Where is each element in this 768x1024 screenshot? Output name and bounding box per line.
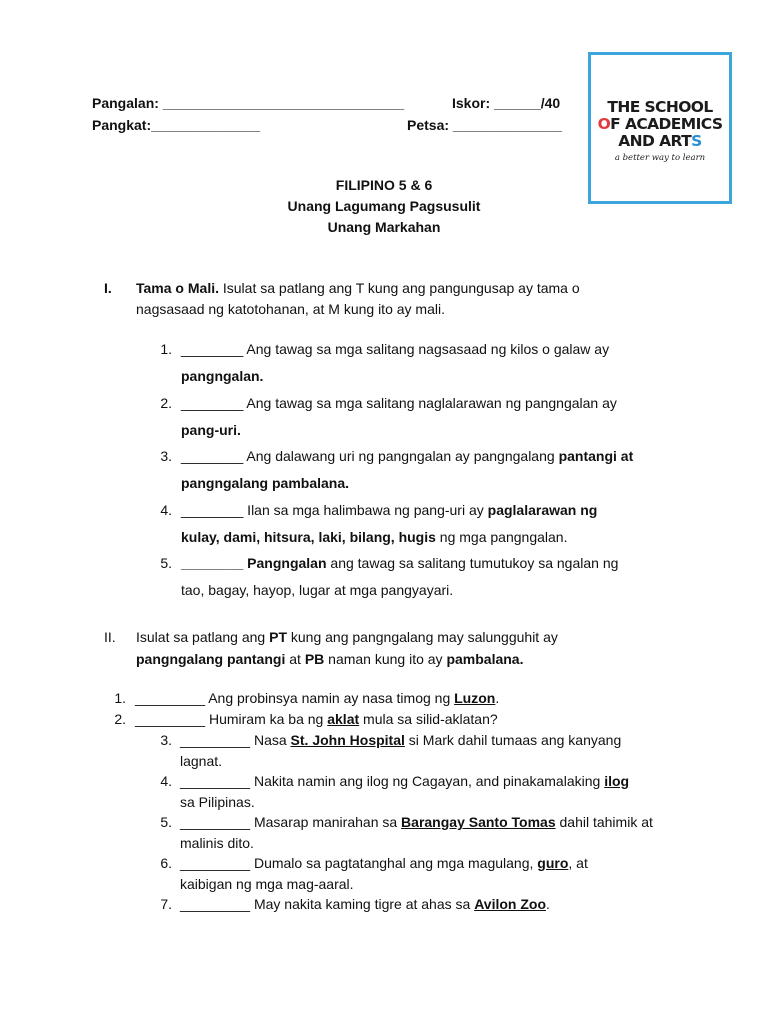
- subject-title: FILIPINO 5 & 6: [335, 177, 433, 193]
- p2-item-3-text: _________ Nasa: [180, 732, 291, 748]
- p2-instr-at: at: [285, 651, 305, 667]
- p1-item-1-line-1[interactable]: ________ Ang tawag sa mga salitang nagsasaad ng kilos o galaw ay: [181, 341, 610, 357]
- p1-item-3-bold: pantangi at: [558, 448, 634, 464]
- part2-numeral: II.: [104, 629, 116, 645]
- p2-item-7-end: .: [546, 896, 550, 912]
- p2-item-6-text: _________ Dumalo sa pagtatanghal ang mga magulang,: [180, 855, 538, 871]
- exam-title: Unang Lagumang Pagsusulit: [287, 198, 481, 214]
- p2-item-number: 6.: [160, 855, 172, 871]
- p2-instr-pt: PT: [269, 629, 287, 645]
- p2-item-5[interactable]: [180, 814, 653, 830]
- p2-item-4-underlined: ilog: [604, 773, 630, 789]
- p1-item-number: 3.: [160, 448, 172, 464]
- p2-instr-pb: PB: [304, 651, 325, 667]
- p2-item-7-underlined: Avilon Zoo: [474, 896, 546, 912]
- p2-item-number: 7.: [160, 896, 172, 912]
- p1-item-1-line-2: pangngalan.: [181, 368, 264, 384]
- logo-tagline: a better way to learn: [614, 153, 706, 163]
- quarter-title: Unang Markahan: [327, 219, 441, 235]
- p1-item-4-text-2: ng mga pangngalan.: [435, 529, 568, 545]
- p2-instr-pambalana: pambalana.: [446, 651, 524, 667]
- p2-item-6-end: , at: [568, 855, 588, 871]
- group-field[interactable]: Pangkat:______________: [92, 117, 261, 133]
- p1-item-2-line-2: pang-uri.: [181, 422, 241, 438]
- p1-item-5-line-2: tao, bagay, hayop, lugar at mga pangyayari.: [181, 582, 454, 598]
- p2-item-1[interactable]: [135, 690, 499, 706]
- p1-item-number: 2.: [160, 395, 172, 411]
- part1-instruction-line-1: [136, 280, 580, 296]
- logo-line-3: [591, 133, 729, 150]
- p2-instr-text-a: Isulat sa patlang ang: [136, 629, 270, 645]
- logo-line-3-text: AND ART: [618, 132, 692, 150]
- p2-instr-text-d: naman kung ito ay: [324, 651, 447, 667]
- p2-item-5-end: dahil tahimik at: [555, 814, 653, 830]
- p2-instr-text-c: kung ang pangngalang may salungguhit ay: [287, 629, 558, 645]
- p2-item-7[interactable]: [180, 896, 550, 912]
- p2-item-1-text: _________ Ang probinsya namin ay nasa timog ng: [135, 690, 455, 706]
- p1-item-4-line-2: [181, 529, 567, 545]
- name-field[interactable]: Pangalan: _______________________________: [92, 95, 405, 111]
- p2-item-6-underlined: guro: [537, 855, 569, 871]
- p1-item-5-text: ang tawag sa salitang tumutukoy sa ngalan ng: [326, 555, 619, 571]
- p1-item-2-line-1[interactable]: ________ Ang tawag sa mga salitang naglalarawan ng pangngalan ay: [181, 395, 617, 411]
- p2-item-4-text: _________ Nakita namin ang ilog ng Cagayan, and pinakamalaking: [180, 773, 605, 789]
- p2-item-3-underlined: St. John Hospital: [290, 732, 405, 748]
- p2-item-5-underlined: Barangay Santo Tomas: [401, 814, 556, 830]
- p2-item-number: 1.: [114, 690, 126, 706]
- p2-item-6[interactable]: [180, 855, 588, 871]
- p2-item-3[interactable]: [180, 732, 621, 748]
- p2-instr-pantangi: pangngalang pantangi: [136, 651, 286, 667]
- p2-item-number: 3.: [160, 732, 172, 748]
- logo-line-2: [591, 116, 729, 133]
- p1-item-3-line-1[interactable]: [181, 448, 633, 464]
- logo-letter-o: O: [597, 115, 611, 133]
- p2-item-2-end: mula sa silid-aklatan?: [359, 711, 498, 727]
- p1-item-3-line-2: pangngalang pambalana.: [181, 475, 350, 491]
- p2-item-1-end: .: [495, 690, 500, 706]
- p1-item-5-bold: ________ Pangngalan: [181, 555, 327, 571]
- p1-item-number: 1.: [160, 341, 172, 357]
- p2-item-number: 5.: [160, 814, 172, 830]
- p2-item-7-text: _________ May nakita kaming tigre at ahas sa: [180, 896, 475, 912]
- logo-letter-s: S: [691, 132, 702, 150]
- p2-item-4-line-2: sa Pilipinas.: [180, 794, 255, 810]
- p1-item-4-line-1[interactable]: [181, 502, 597, 518]
- logo-line-2-text: F ACADEMICS: [610, 115, 723, 133]
- p1-item-4-bold: paglalarawan ng: [487, 502, 598, 518]
- part2-instruction-line-1: [136, 629, 558, 645]
- p2-item-number: 2.: [114, 711, 126, 727]
- p1-item-4-bold-2: kulay, dami, hitsura, laki, bilang, hugis: [181, 529, 436, 545]
- p2-item-2-text: _________ Humiram ka ba ng: [135, 711, 328, 727]
- date-field[interactable]: Petsa: ______________: [407, 117, 562, 133]
- p1-item-3-text: ________ Ang dalawang uri ng pangngalan ay pangngalang: [181, 448, 559, 464]
- p2-item-1-underlined: Luzon: [454, 690, 496, 706]
- logo-line-1: THE SCHOOL: [607, 98, 713, 116]
- p1-item-5-line-1[interactable]: [181, 555, 618, 571]
- score-field[interactable]: Iskor: ______/40: [452, 95, 561, 111]
- p2-item-2-underlined: aklat: [327, 711, 360, 727]
- p2-item-6-line-2: kaibigan ng mga mag-aaral.: [180, 876, 354, 892]
- p1-item-number: 5.: [160, 555, 172, 571]
- part1-heading: Tama o Mali.: [136, 280, 219, 296]
- p2-item-5-text: _________ Masarap manirahan sa: [180, 814, 402, 830]
- p2-item-3-line-2: lagnat.: [180, 753, 223, 769]
- p2-item-4[interactable]: [180, 773, 629, 789]
- part1-instruction-text: Isulat sa patlang ang T kung ang pangungusap ay tama o: [218, 280, 580, 296]
- part2-instruction-line-2: [136, 651, 523, 667]
- p2-item-5-line-2: malinis dito.: [180, 835, 254, 851]
- p2-item-2[interactable]: [135, 711, 498, 727]
- p2-item-3-end: si Mark dahil tumaas ang kanyang: [404, 732, 622, 748]
- part1-numeral: I.: [104, 280, 112, 296]
- part1-instruction-line-2: nagsasaad ng katotohanan, at M kung ito ay mali.: [136, 301, 445, 317]
- p2-item-number: 4.: [160, 773, 172, 789]
- p1-item-number: 4.: [160, 502, 172, 518]
- p1-item-4-text: ________ Ilan sa mga halimbawa ng pang-uri ay: [181, 502, 488, 518]
